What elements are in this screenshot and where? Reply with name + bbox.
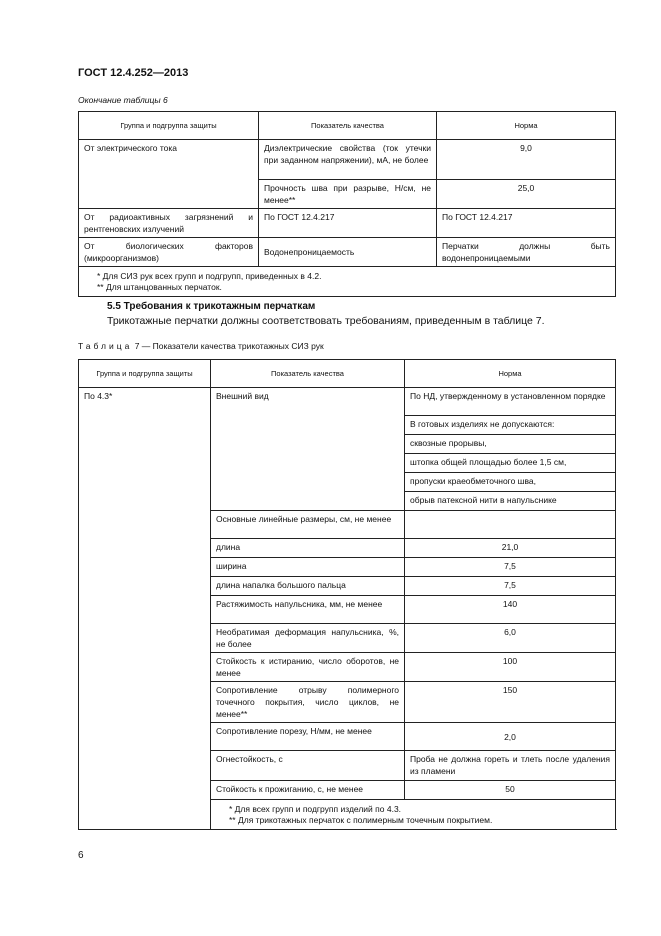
table-7-indicator-cell: длина	[211, 539, 405, 558]
table-7-indicator-cell: Сопротивление порезу, Н/мм, не менее	[211, 723, 405, 751]
table-7-norm-cell: 2,0	[405, 723, 616, 751]
table-7-norm-cell: 150	[405, 682, 616, 723]
table-7-norm-cell: 6,0	[405, 624, 616, 653]
table-7-norm-cell: Проба не должна гореть и тлеть после удаления из пламени	[405, 751, 616, 781]
table-7-header-norm: Норма	[405, 360, 616, 388]
table-7-caption-label: Таблица	[78, 341, 133, 351]
table-7-norm-cell	[405, 511, 616, 539]
table-7-norm-cell: обрыв патексной нити в напульснике	[405, 492, 616, 511]
table-7-indicator-cell: Внешний вид	[211, 388, 405, 511]
table-7-indicator-cell: Растяжимость напульсника, мм, не менее	[211, 596, 405, 624]
table-7-header-group: Группа и подгруппа защиты	[79, 360, 211, 388]
table-7-norm-cell: 100	[405, 653, 616, 682]
table-6-group-cell: От биологических факторов (микроорганизмов)	[79, 238, 259, 267]
table-6-indicator-cell: Диэлектрические свойства (ток утечки при заданном напряжении), мА, не более	[259, 140, 437, 180]
table-7-group-cell: По 4.3*	[79, 388, 211, 830]
table-6-indicator-cell: По ГОСТ 12.4.217	[259, 209, 437, 238]
table-7-note: ** Для трикотажных перчаток с полимерным точечным покрытием.	[229, 815, 493, 825]
table-6-header-indicator: Показатель качества	[259, 112, 437, 140]
table-6-caption: Окончание таблицы 6	[78, 95, 168, 105]
table-7-caption	[78, 341, 324, 351]
table-7-norm-cell: 7,5	[405, 558, 616, 577]
table-7-norm-cell: В готовых изделиях не допускаются:	[405, 416, 616, 435]
table-7-indicator-cell: Основные линейные размеры, см, не менее	[211, 511, 405, 539]
table-7-norm-cell: 7,5	[405, 577, 616, 596]
table-6	[78, 111, 616, 297]
table-7-norm-cell: 140	[405, 596, 616, 624]
table-7-norm-cell: штопка общей площадью более 1,5 см,	[405, 454, 616, 473]
table-6-notes	[79, 267, 616, 297]
section-text: Трикотажные перчатки должны соответствовать требованиям, приведенным в таблице 7.	[107, 315, 545, 327]
table-7-indicator-cell: ширина	[211, 558, 405, 577]
table-7-indicator-cell: Необратимая деформация напульсника, %, не более	[211, 624, 405, 653]
table-6-header-norm: Норма	[437, 112, 616, 140]
table-6-note: * Для СИЗ рук всех групп и подгрупп, приведенных в 4.2.	[97, 271, 322, 281]
table-7-indicator-cell: длина напалка большого пальца	[211, 577, 405, 596]
table-6-indicator-cell: Водонепроницаемость	[259, 238, 437, 267]
page-number: 6	[78, 850, 84, 861]
table-7-note: * Для всех групп и подгрупп изделий по 4.3.	[229, 804, 402, 814]
table-7-indicator-cell: Стойкость к истиранию, число оборотов, не менее	[211, 653, 405, 682]
table-7-caption-text: 7 — Показатели качества трикотажных СИЗ рук	[134, 341, 324, 351]
table-7-norm-cell: пропуски краеобметочного шва,	[405, 473, 616, 492]
table-7-header-indicator: Показатель качества	[211, 360, 405, 388]
table-6-group-cell: От электрического тока	[79, 140, 259, 209]
table-7-norm-cell: 21,0	[405, 539, 616, 558]
table-6-note: ** Для штанцованных перчаток.	[97, 282, 222, 292]
table-7-norm-cell: По НД, утвержденному в установленном порядке	[405, 388, 616, 416]
table-7-indicator-cell: Огнестойкость, с	[211, 751, 405, 781]
table-6-group-cell: От радиоактивных загрязнений и рентгеновских излучений	[79, 209, 259, 238]
table-6-norm-cell: 25,0	[437, 180, 616, 209]
table-7-norm-cell: 50	[405, 781, 616, 800]
table-7-indicator-cell: Сопротивление отрыву полимерного точечного покрытия, число циклов, не менее**	[211, 682, 405, 723]
table-6-norm-cell: Перчатки должны быть водонепроницаемыми	[437, 238, 616, 267]
table-6-norm-cell: По ГОСТ 12.4.217	[437, 209, 616, 238]
table-6-indicator-cell: Прочность шва при разрыве, Н/см, не менее**	[259, 180, 437, 209]
table-7-indicator-cell: Стойкость к прожиганию, с, не менее	[211, 781, 405, 800]
table-6-header-group: Группа и подгруппа защиты	[79, 112, 259, 140]
section-title: 5.5 Требования к трикотажным перчаткам	[107, 301, 316, 312]
document-header: ГОСТ 12.4.252—2013	[78, 67, 189, 79]
table-7-notes	[211, 800, 616, 830]
table-6-norm-cell: 9,0	[437, 140, 616, 180]
table-7	[78, 359, 616, 830]
table-7-norm-cell: сквозные прорывы,	[405, 435, 616, 454]
